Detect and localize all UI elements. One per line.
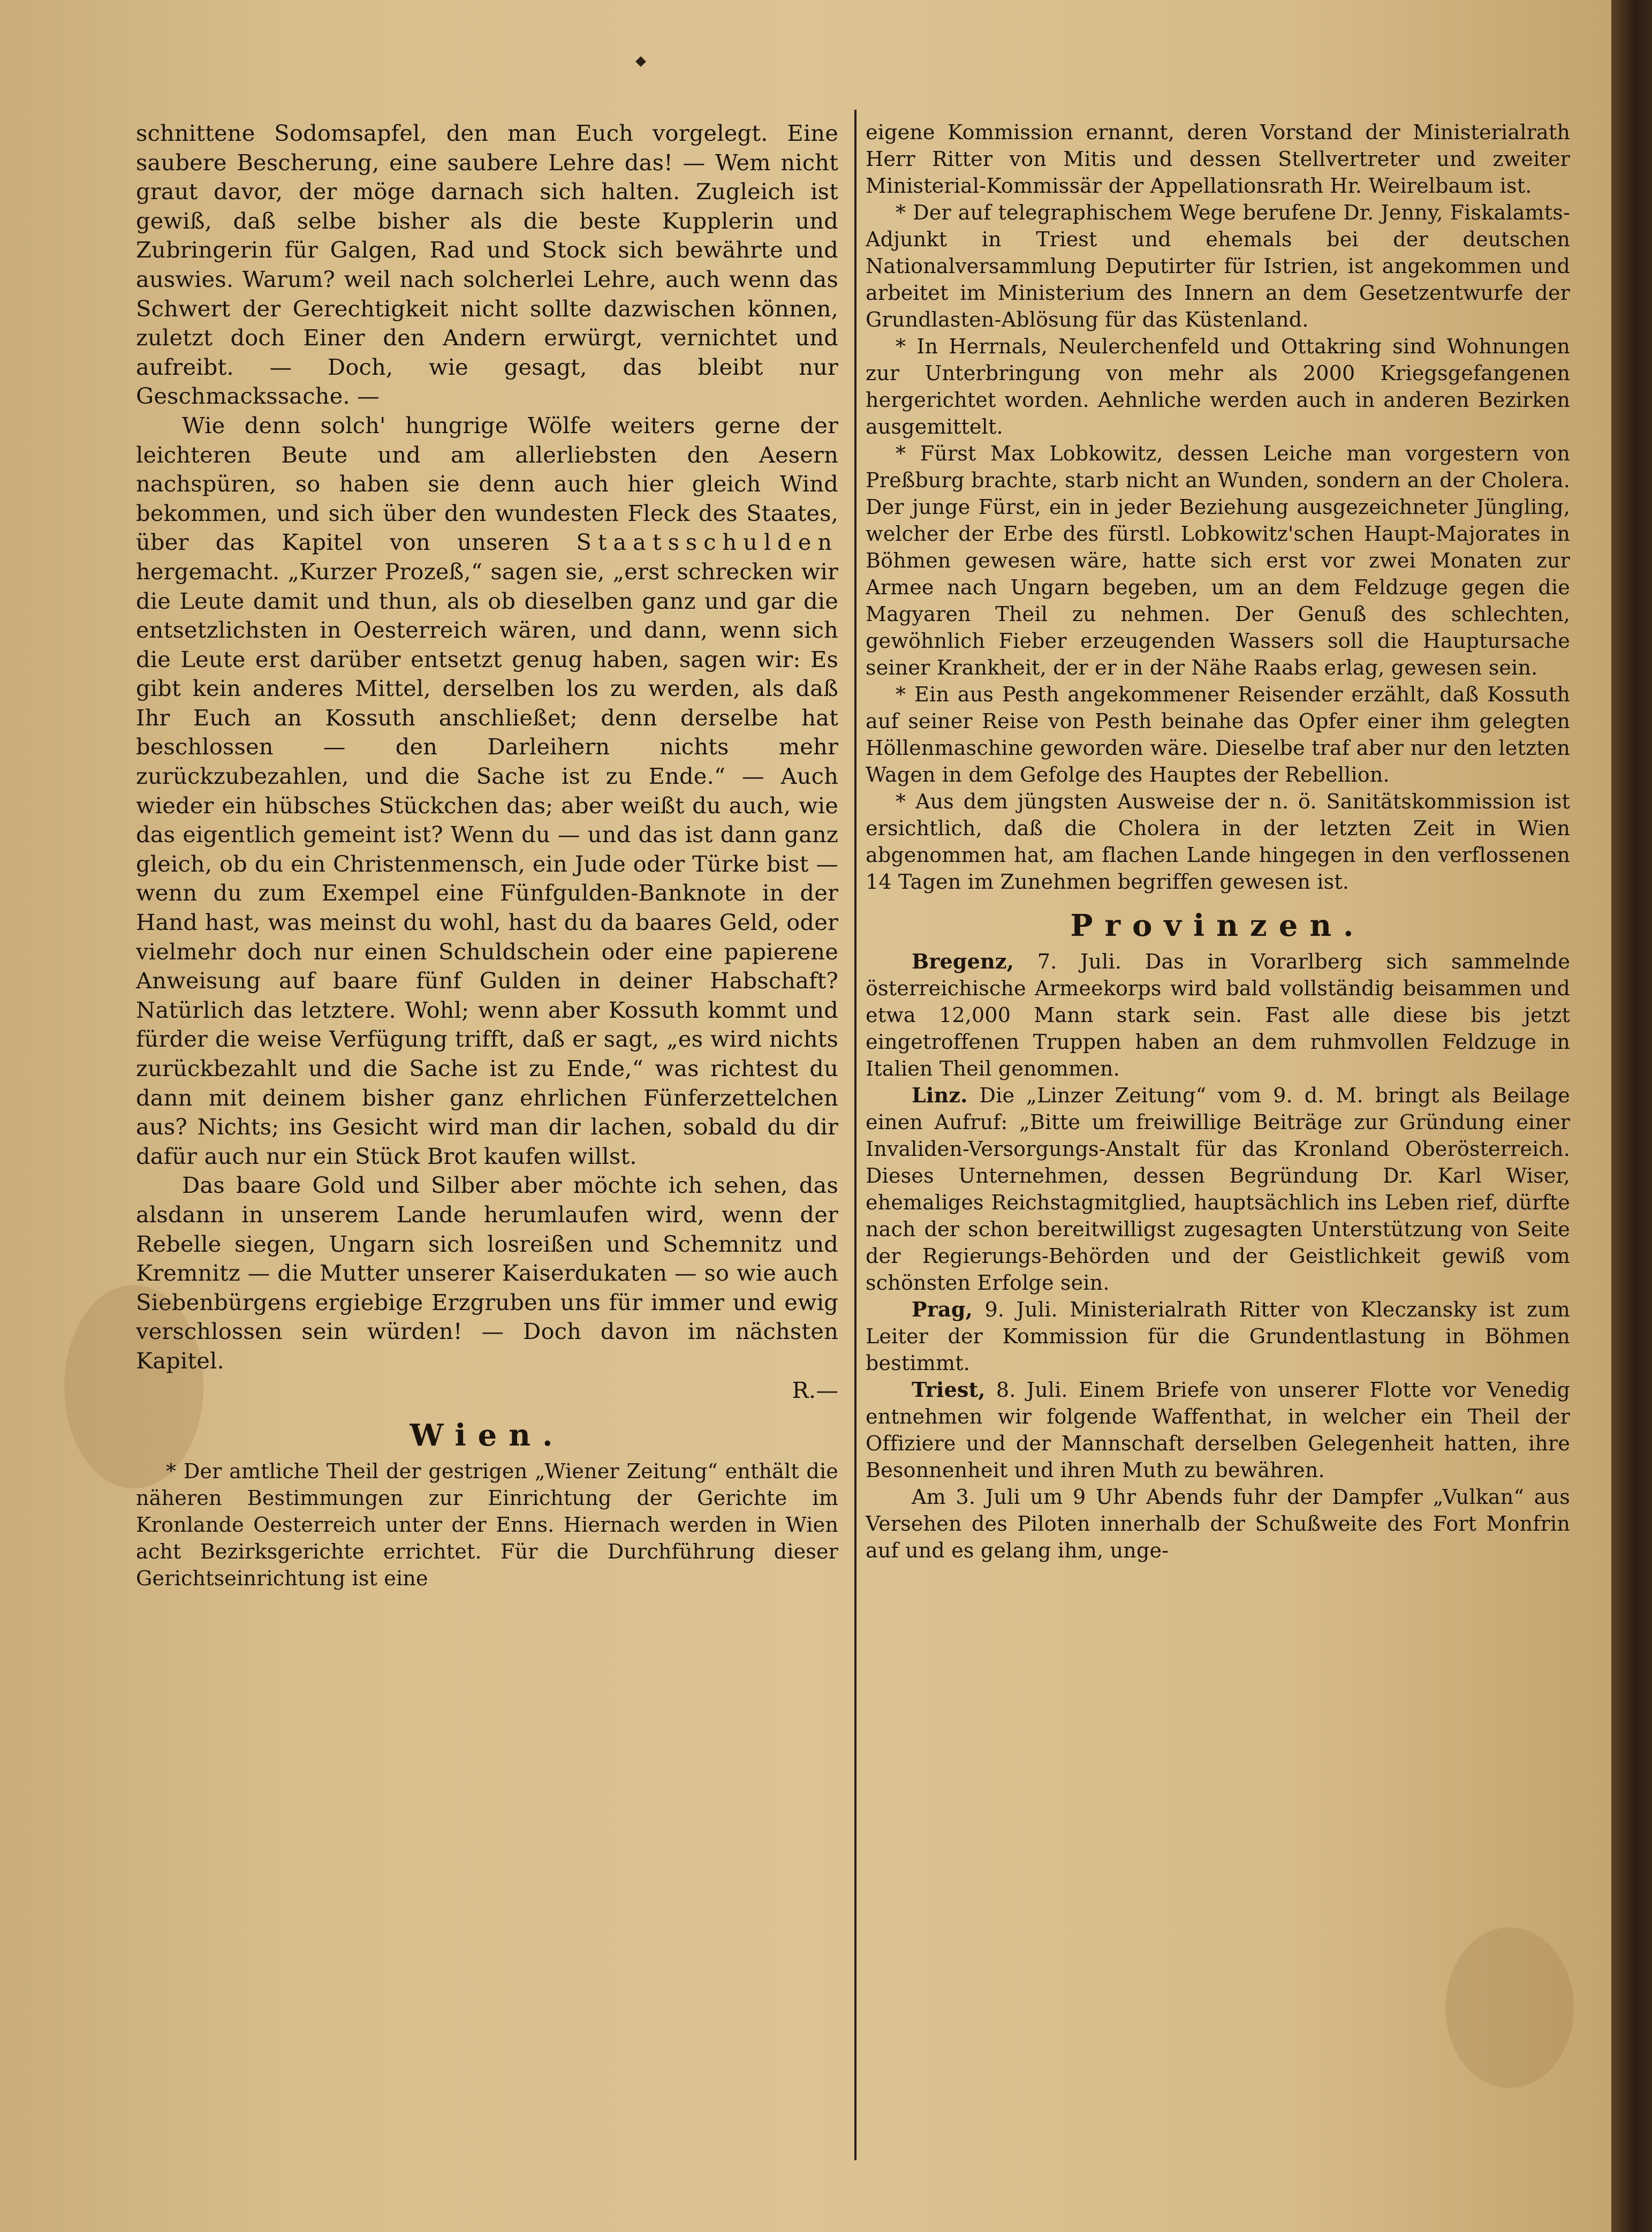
right-column	[866, 119, 1570, 1564]
binding-edge	[1611, 0, 1652, 2232]
author-signature: R.—	[792, 1376, 838, 1403]
dateline-place: Bregenz,	[912, 949, 1014, 973]
news-item: eigene Kommission ernannt, deren Vorstand der Ministerialrath Herr Ritter von Mitis und dessen Stellvertreter und zweiter Ministerial-Kommissär der Appellationsrath Hr. Weirelbaum ist.	[866, 120, 1570, 198]
dateline-place: Linz.	[912, 1083, 968, 1107]
article-paragraph: Das baare Gold und Silber aber möchte ich sehen, das alsdann in unserem Lande herumlaufen wird, wenn der Rebelle siegen, Ungarn sich losreißen und Schemnitz und Kremnitz — die Mutter unserer Kaiserdukaten — so wie auch Siebenbürgens ergiebige Erzgruben uns für immer und ewig verschlossen sein würden! — Doch davon im nächsten Kapitel.	[136, 1172, 838, 1374]
emphasis-staatsschulden: Staatsschulden	[576, 529, 838, 556]
news-item-bregenz	[866, 948, 1570, 1082]
news-item-prag	[866, 1296, 1570, 1376]
news-item-triest	[866, 1376, 1570, 1484]
print-mark	[635, 56, 646, 67]
news-item: * In Herrnals, Neulerchenfeld und Ottakring sind Wohnungen zur Unterbringung von mehr als 2000 Kriegsgefangenen hergerichtet worden. Aehnliche werden auch in anderen Bezirken ausgemittelt.	[866, 335, 1570, 438]
section-heading-provinzen: Provinzen.	[1070, 908, 1366, 943]
news-text: 7. Juli. Das in Vorarlberg sich sammelnde österreichische Armeekorps wird bald vollständig beisammen und etwa 12,000 Mann stark sein. Fast alle diese bis jetzt eingetroffenen Truppen haben an dem ruhmvollen Feldzuge in Italien Theil genommen.	[866, 949, 1571, 1080]
news-text: Die „Linzer Zeitung“ vom 9. d. M. bringt als Beilage einen Aufruf: „Bitte um freiwillige Beiträge zur Gründung einer Invaliden-Versorgungs-Anstalt für das Kronland Oberösterreich. Dieses Unternehmen, dessen Begründung Dr. Karl Wiser, ehemaliges Reichstagmitglied, hauptsächlich ins Leben rief, dürfte nach der schon bereitwilligst zugesagten Unterstützung von Seite der Regierungs-Behörden und der Geistlichkeit gewiß vom schönsten Erfolge sein.	[866, 1083, 1570, 1295]
article-paragraph: schnittene Sodomsapfel, den man Euch vorgelegt. Eine saubere Bescherung, eine saubere Lehre das! — Wem nicht graut davor, der möge darnach sich halten. Zugleich ist gewiß, daß selbe bisher als die beste Kupplerin und Zubringerin für Galgen, Rad und Stock sich bewährte und auswies. Warum? weil nach solcherlei Lehre, auch wenn das Schwert der Gerechtigkeit nicht sollte dazwischen können, zuletzt doch Einer den Andern erwürgt, vernichtet und aufreibt. — Doch, wie gesagt, das bleibt nur Geschmackssache. —	[136, 120, 838, 410]
news-item: * Der auf telegraphischem Wege berufene Dr. Jenny, Fiskalamts-Adjunkt in Triest und ehemals bei der deutschen Nationalversammlung Deputirter für Istrien, ist angekommen und arbeitet im Ministerium des Innern an dem Gesetzentwurfe der Grundlasten-Ablösung für das Küstenland.	[866, 201, 1570, 331]
news-text: 8. Juli. Einem Briefe von unserer Flotte vor Venedig entnehmen wir folgende Waffenthat, in welcher ein Theil der Offiziere und der Mannschaft derselben Gelegenheit hatten, ihre Besonnenheit und ihren Muth zu bewähren.	[866, 1378, 1570, 1482]
news-item: * Der amtliche Theil der gestrigen „Wiener Zeitung“ enthält die näheren Bestimmungen zur Einrichtung der Gerichte im Kronlande Oesterreich unter der Enns. Hiernach werden in Wien acht Bezirksgerichte errichtet. Für die Durchführung dieser Gerichtseinrichtung ist eine	[136, 1459, 838, 1590]
news-item: Am 3. Juli um 9 Uhr Abends fuhr der Dampfer „Vulkan“ aus Versehen des Piloten innerhalb der Schußweite des Fort Monfrin auf und es gelang ihm, unge-	[866, 1485, 1570, 1562]
news-item: * Ein aus Pesth angekommener Reisender erzählt, daß Kossuth auf seiner Reise von Pesth beinahe das Opfer einer ihm gelegten Höllenmaschine geworden wäre. Dieselbe traf aber nur den letzten Wagen in dem Gefolge des Hauptes der Rebellion.	[866, 683, 1570, 786]
left-column	[136, 119, 838, 1592]
column-divider	[854, 110, 857, 2160]
news-text: 9. Juli. Ministerialrath Ritter von Kleczansky ist zum Leiter der Kommission für die Grundentlastung in Böhmen bestimmt.	[866, 1297, 1571, 1375]
article-text: hergemacht. „Kurzer Prozeß,“ sagen sie, „erst schrecken wir die Leute damit und thun, als ob dieselben ganz und gar die entsetzlichsten in Oesterreich wären, und dann, wenn sich die Leute erst darüber entsetzt genug haben, sagen wir: Es gibt kein anderes Mittel, derselben los zu werden, als daß Ihr Euch an Kossuth anschließet; denn derselbe hat beschlossen — den Darleihern nichts mehr zurückzubezahlen, und die Sache ist zu Ende.“ — Auch wieder ein hübsches Stückchen das; aber weißt du auch, wie das eigentlich gemeint ist? Wenn du — und das ist dann ganz gleich, ob du ein Christenmensch, ein Jude oder Türke bist — wenn du zum Exempel eine Fünfgulden-Banknote in der Hand hast, was meinst du wohl, hast du da baares Geld, oder vielmehr doch nur einen Schuldschein oder eine papierene Anweisung auf baare fünf Gulden in deiner Habschaft? Natürlich das letztere. Wohl; wenn aber Kossuth kommt und fürder die weise Verfügung trifft, daß er sagt, „es wird nichts zurückbezahlt und die Sache ist zu Ende,“ was richtest du dann mit deinem bisher ganz ehrlichen Fünferzettelchen aus? Nichts; ins Gesicht wird man dir lachen, sobald du dir dafür auch nur ein Stück Brot kaufen willst.	[136, 558, 838, 1169]
news-item-linz	[866, 1082, 1570, 1296]
news-item: * Aus dem jüngsten Ausweise der n. ö. Sanitätskommission ist ersichtlich, daß die Cholera in der letzten Zeit in Wien abgenommen hat, am flachen Lande hingegen in den verflossenen 14 Tagen im Zunehmen begriffen gewesen ist.	[866, 790, 1570, 894]
dateline-place: Triest,	[912, 1377, 986, 1402]
news-item: * Fürst Max Lobkowitz, dessen Leiche man vorgestern von Preßburg brachte, starb nicht an Wunden, sondern an der Cholera. Der junge Fürst, ein in jeder Beziehung ausgezeichneter Jüngling, welcher der Erbe des fürstl. Lobkowitz'schen Haupt-Majorates in Böhmen gewesen wäre, hatte sich erst vor zwei Monaten zur Armee nach Ungarn begeben, um an dem Feldzuge gegen die Magyaren Theil zu nehmen. Der Genuß des schlechten, gewöhnlich Fieber erzeugenden Wassers soll die Hauptursache seiner Krankheit, der er in der Nähe Raabs erlag, gewesen sein.	[866, 442, 1570, 679]
article-text: Wie denn solch' hungrige Wölfe weiters gerne der leichteren Beute und am allerliebsten den Aesern nachspüren, so haben sie denn auch hier gleich Wind bekommen, und sich über den wundesten Fleck des Staates, über das Kapitel von unseren	[136, 412, 838, 556]
dateline-place: Prag,	[912, 1297, 973, 1321]
section-heading-wien: Wien.	[410, 1418, 565, 1454]
paper-stain	[1445, 1927, 1574, 2088]
article-paragraph	[136, 411, 838, 1171]
